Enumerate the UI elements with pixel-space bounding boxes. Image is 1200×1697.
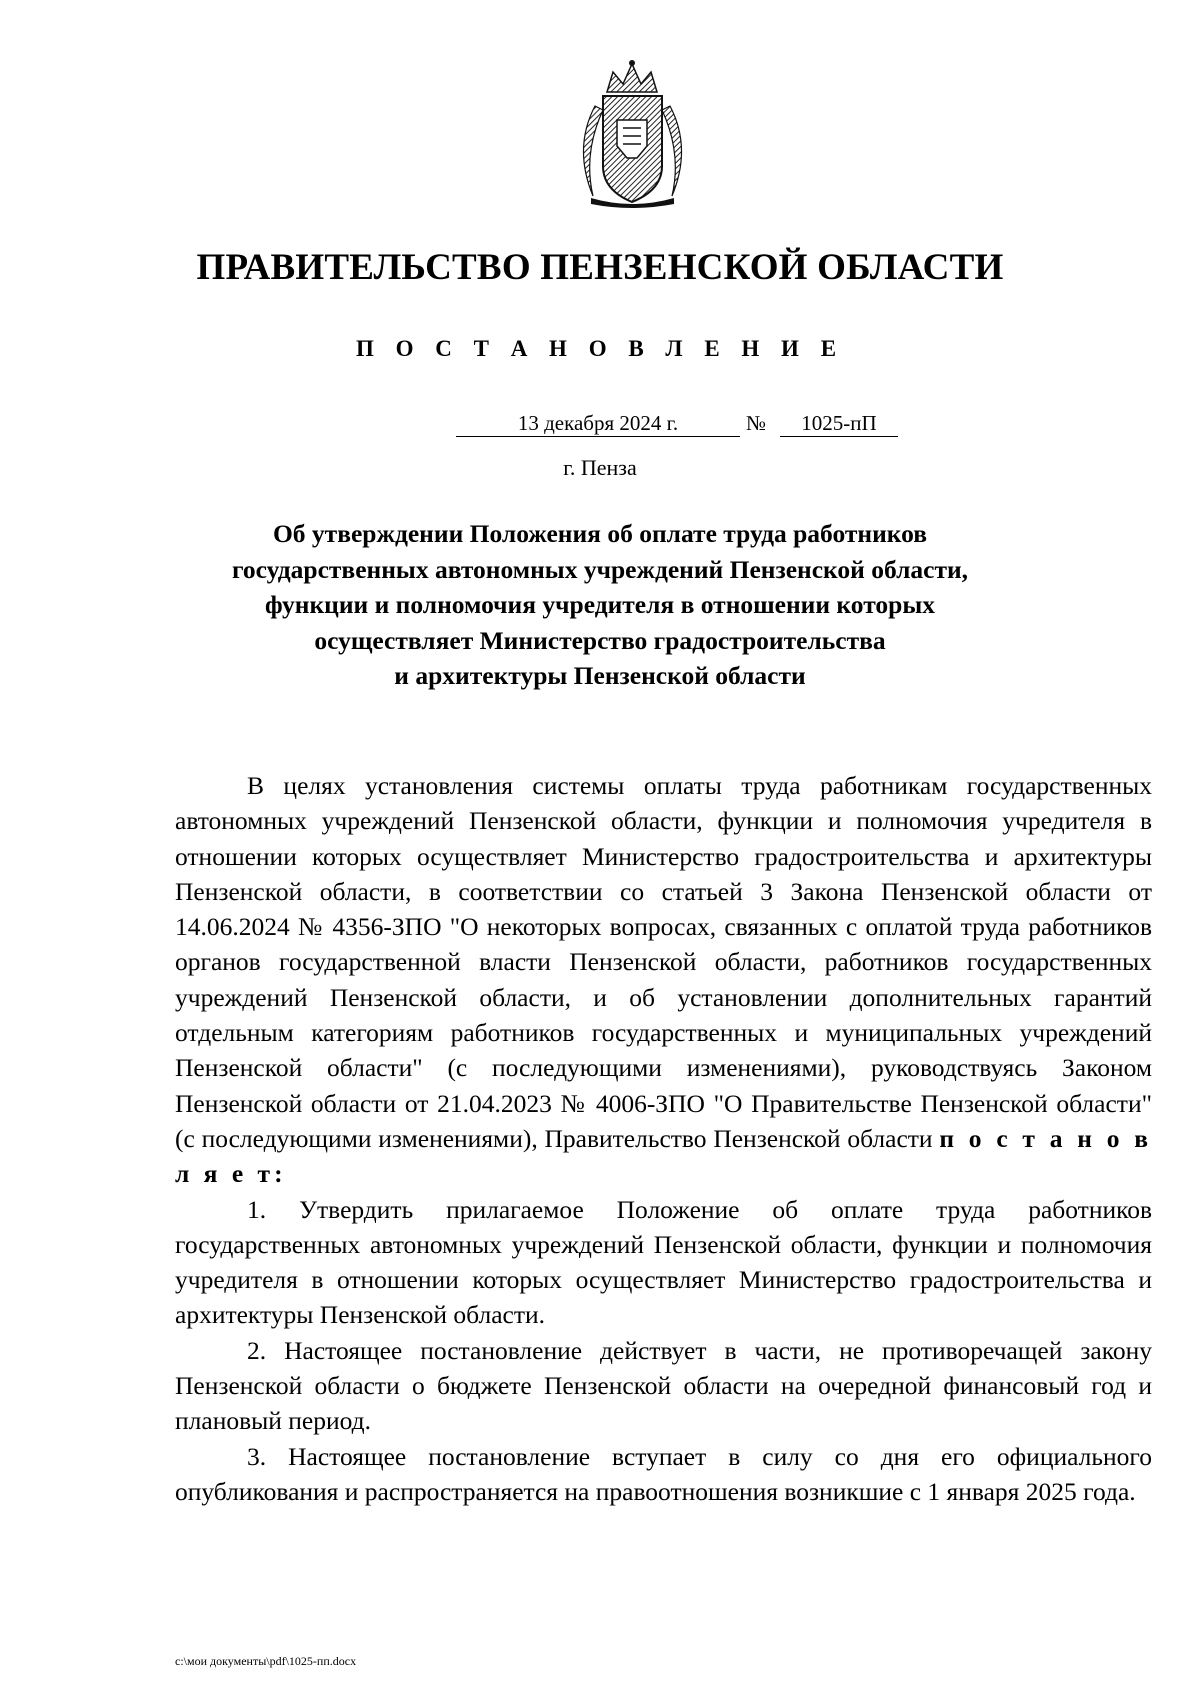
item-paragraph-1: 1. Утвердить прилагаемое Положение об оплате труда работников государственных автономных учреждений Пензенской области, функции и полномочия учредителя в отношении которых осуществляет Министерство градостроительства и архитектуры Пензенской области.	[175, 1194, 1152, 1330]
decree-word: п о с т а н о в л я е т:	[175, 1123, 1153, 1189]
title-line: осуществляет Министерство градостроительства	[314, 625, 886, 655]
item-paragraph-2: 2. Настоящее постановление действует в части, не противоречащей закону Пензенской области о бюджете Пензенской области на очередной финансовый год и плановый период.	[175, 1335, 1152, 1436]
document-type: П О С Т А Н О В Л Е Н И Е	[355, 336, 845, 361]
document-body	[175, 768, 1152, 1509]
title-line: Об утверждении Положения об оплате труда работников	[272, 519, 928, 548]
title-line: и архитектуры Пензенской области	[394, 661, 806, 690]
city-name: г. Пенза	[563, 455, 637, 480]
document-number: 1025-пП	[780, 410, 898, 437]
file-path-footer: c:\мои документы\pdf\1025-пп.docx	[175, 1654, 357, 1668]
preamble-text: В целях установления системы оплаты труда работникам государственных автономных учреждений Пензенской области, функции и полномочия учредителя в отношении которых осуществляет Министерство градостроительства и архитектуры Пензенской области, в соответствии со статьей 3 Закона Пензенской области от 14.06.2024 № 4356-ЗПО "О некоторых вопросах, связанных с оплатой труда работников органов государственной власти Пензенской области, работников государственных учреждений Пензенской области, и об установлении дополнительных гарантий отдельным категориям работников государственных и муниципальных учреждений Пензенской области" (с последующими изменениями), руководствуясь Законом Пензенской области от 21.04.2023 № 4006-ЗПО "О Правительстве Пензенской области" (с последующими изменениями), Правительство Пензенской области	[175, 771, 1152, 1153]
organization-name: ПРАВИТЕЛЬСТВО ПЕНЗЕНСКОЙ ОБЛАСТИ	[196, 247, 1004, 288]
document-date: 13 декабря 2024 г.	[456, 410, 740, 437]
number-sign: №	[746, 411, 767, 435]
preamble-paragraph	[175, 768, 1152, 1192]
document-title	[200, 516, 1000, 694]
title-line: функции и полномочия учредителя в отношении которых	[265, 590, 935, 619]
coat-of-arms-icon	[565, 58, 700, 208]
item-paragraph-3: 3. Настоящее постановление вступает в силу со дня его официального опубликования и распространяется на правоотношения возникшие с 1 января 2025 года.	[175, 1441, 1152, 1506]
title-line: государственных автономных учреждений Пензенской области,	[231, 554, 969, 584]
